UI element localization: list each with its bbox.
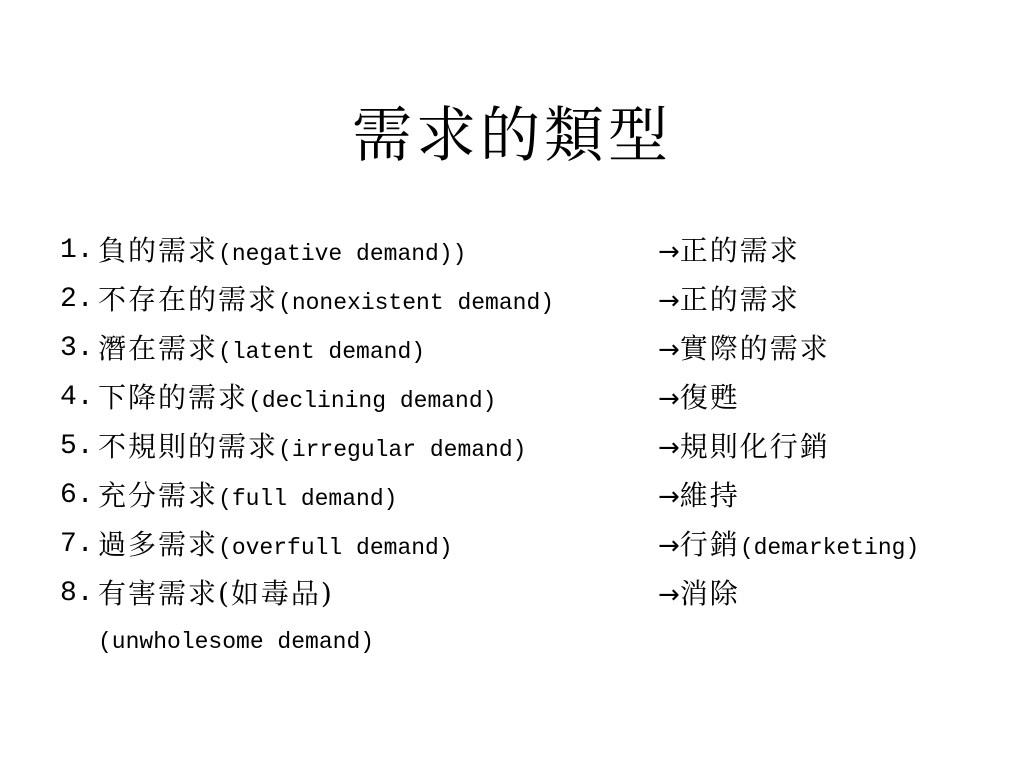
- right-arrow-icon: →: [658, 335, 680, 365]
- item-label-zh: 過多需求: [98, 528, 219, 561]
- item-number: 8.: [60, 578, 94, 609]
- right-arrow-icon: →: [658, 384, 680, 414]
- item-number: 7.: [60, 529, 94, 560]
- item-label-zh: 潛在需求: [98, 332, 219, 365]
- item-label: [98, 324, 425, 377]
- item-label: [98, 373, 496, 426]
- list-item: [60, 373, 1010, 422]
- item-label: [98, 520, 453, 573]
- item-label-en: (full demand): [218, 486, 398, 512]
- item-8-subtitle: (unwholesome demand): [98, 629, 375, 655]
- item-result-zh: 正的需求: [679, 283, 800, 316]
- demand-type-list: [60, 226, 1010, 667]
- item-result: [658, 373, 740, 426]
- item-label-zh: 充分需求: [98, 479, 219, 512]
- item-label-zh: 有害需求(如毒品): [98, 577, 334, 610]
- item-result-zh: 規則化行銷: [679, 430, 830, 463]
- item-number: 4.: [60, 382, 94, 413]
- right-arrow-icon: →: [658, 580, 680, 610]
- list-item: [60, 471, 1010, 520]
- item-result-zh: 復甦: [679, 381, 740, 414]
- item-label-zh: 不存在的需求: [98, 283, 279, 316]
- right-arrow-icon: →: [658, 531, 680, 561]
- item-result-en: (demarketing): [739, 535, 920, 561]
- item-result: [658, 422, 830, 475]
- item-result-zh: 實際的需求: [679, 332, 830, 365]
- item-number: 5.: [60, 431, 94, 462]
- slide-title: 需求的類型: [352, 101, 672, 171]
- item-number: 3.: [60, 333, 94, 364]
- item-label: [98, 226, 466, 279]
- right-arrow-icon: →: [658, 286, 680, 316]
- list-item: [60, 422, 1010, 471]
- item-number: 6.: [60, 480, 94, 511]
- item-label-en: (irregular demand): [278, 437, 527, 463]
- item-result: [658, 471, 740, 524]
- item-result-zh: 維持: [679, 479, 740, 512]
- item-label-zh: 下降的需求: [98, 381, 249, 414]
- item-label: [98, 471, 397, 524]
- item-result: [658, 520, 919, 573]
- list-item: [60, 324, 1010, 373]
- item-label-en: (declining demand): [248, 388, 497, 414]
- item-number: 1.: [60, 235, 94, 266]
- item-label-zh: 負的需求: [98, 234, 219, 267]
- list-item: [60, 275, 1010, 324]
- item-label-zh: 不規則的需求: [98, 430, 279, 463]
- item-result: [658, 275, 800, 328]
- item-label-en: (latent demand): [218, 339, 426, 365]
- right-arrow-icon: →: [658, 433, 680, 463]
- item-label: [98, 569, 334, 622]
- item-label-en: (overfull demand): [218, 535, 453, 561]
- item-result-zh: 行銷: [679, 528, 740, 561]
- item-label-en: (nonexistent demand): [278, 290, 555, 316]
- right-arrow-icon: →: [658, 482, 680, 512]
- item-label: [98, 422, 526, 475]
- right-arrow-icon: →: [658, 237, 680, 267]
- list-item: [60, 226, 1010, 275]
- item-result: [658, 226, 800, 279]
- item-label-en: (negative demand)): [218, 241, 467, 267]
- item-label: [98, 275, 554, 328]
- item-result: [658, 324, 830, 377]
- item-result: [658, 569, 740, 622]
- list-item: [60, 569, 1010, 618]
- list-item: [60, 520, 1010, 569]
- item-result-zh: 消除: [679, 577, 740, 610]
- item-number: 2.: [60, 284, 94, 315]
- item-result-zh: 正的需求: [679, 234, 800, 267]
